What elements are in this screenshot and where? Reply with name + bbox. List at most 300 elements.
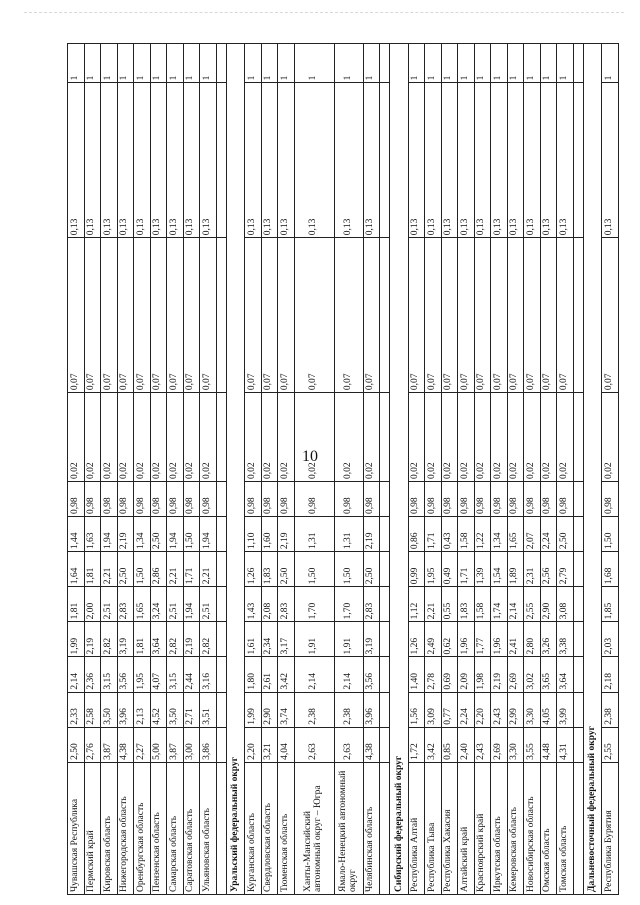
value-cell: 0,02 [117, 393, 134, 482]
spacer-cell [573, 587, 583, 622]
spacer-cell [380, 762, 390, 894]
value-cell: 1,54 [491, 552, 508, 587]
region-name-cell: Республика Алтай [408, 762, 425, 894]
value-cell: 1 [117, 44, 134, 83]
table-row [68, 44, 85, 895]
value-cell: 1,94 [183, 587, 200, 622]
spacer-cell [380, 481, 390, 516]
spacer-cell [573, 393, 583, 482]
value-cell: 1,77 [474, 622, 491, 657]
value-cell: 1,58 [474, 587, 491, 622]
value-cell: 2,71 [183, 692, 200, 727]
value-cell: 2,14 [334, 657, 363, 692]
value-cell: 0,07 [441, 238, 458, 393]
table-row [134, 44, 151, 895]
value-cell: 0,02 [261, 393, 278, 482]
value-cell: 2,50 [278, 552, 295, 587]
value-cell: 2,36 [84, 657, 101, 692]
value-cell: 2,43 [474, 727, 491, 762]
region-name-cell: Пермский край [84, 762, 101, 894]
spacer-cell [216, 481, 226, 516]
rotated-table-viewport [67, 43, 614, 895]
value-cell: 0,02 [540, 393, 557, 482]
value-cell: 1 [101, 44, 118, 83]
table-row [183, 44, 200, 895]
value-cell: 2,19 [84, 622, 101, 657]
value-cell: 3,42 [278, 657, 295, 692]
region-name-cell: Ханты-Мансийский автономный округ – Югра [294, 762, 334, 894]
value-cell: 3,64 [557, 657, 574, 692]
value-cell: 0,85 [441, 727, 458, 762]
spacer-cell [380, 238, 390, 393]
region-name-cell: Челябинская область [363, 762, 380, 894]
value-cell: 0,13 [150, 83, 167, 238]
value-cell: 2,24 [540, 517, 557, 552]
value-cell: 3,16 [200, 657, 217, 692]
value-cell: 1 [334, 44, 363, 83]
value-cell: 0,13 [474, 83, 491, 238]
value-cell: 2,58 [84, 692, 101, 727]
region-name-cell: Саратовская область [183, 762, 200, 894]
value-cell: 1,72 [408, 727, 425, 762]
spacer-cell [216, 517, 226, 552]
value-cell: 0,98 [261, 481, 278, 516]
value-cell: 2,99 [507, 692, 524, 727]
value-cell: 1,85 [602, 587, 619, 622]
value-cell: 1,26 [408, 622, 425, 657]
value-cell: 3,17 [278, 622, 295, 657]
value-cell: 1,99 [245, 692, 262, 727]
value-cell: 0,07 [68, 238, 85, 393]
region-name-cell: Иркутская область [491, 762, 508, 894]
value-cell: 0,98 [183, 481, 200, 516]
value-cell: 0,02 [167, 393, 184, 482]
value-cell: 0,07 [540, 238, 557, 393]
value-cell: 3,74 [278, 692, 295, 727]
spacer-cell [380, 622, 390, 657]
value-cell: 1,81 [68, 587, 85, 622]
value-cell: 1,94 [167, 517, 184, 552]
value-cell: 0,02 [363, 393, 380, 482]
region-name-cell: Нижегородская область [117, 762, 134, 894]
value-cell: 1,91 [294, 622, 334, 657]
page-number: 10 [302, 448, 318, 465]
value-cell: 0,07 [491, 238, 508, 393]
value-cell: 2,03 [602, 622, 619, 657]
value-cell: 1 [150, 44, 167, 83]
value-cell: 0,98 [507, 481, 524, 516]
value-cell: 1,58 [458, 517, 475, 552]
table-row [425, 44, 442, 895]
value-cell: 4,04 [278, 727, 295, 762]
value-cell: 0,13 [245, 83, 262, 238]
table-row [458, 44, 475, 895]
spacer-cell [216, 587, 226, 622]
value-cell: 2,50 [150, 517, 167, 552]
value-cell: 2,51 [101, 587, 118, 622]
value-cell: 4,38 [117, 727, 134, 762]
spacer-cell [380, 83, 390, 238]
spacer-cell [216, 552, 226, 587]
spacer-cell [573, 83, 583, 238]
table-row [524, 44, 541, 895]
region-name-cell: Самарская область [167, 762, 184, 894]
spacer-cell [216, 393, 226, 482]
value-cell: 0,07 [200, 238, 217, 393]
value-cell: 1,50 [294, 552, 334, 587]
spacer-cell [216, 657, 226, 692]
value-cell: 2,55 [524, 587, 541, 622]
value-cell: 0,77 [441, 692, 458, 727]
value-cell: 2,24 [458, 692, 475, 727]
value-cell: 3,08 [557, 587, 574, 622]
spacer-cell [216, 727, 226, 762]
spacer-cell [573, 762, 583, 894]
value-cell: 2,21 [167, 552, 184, 587]
value-cell: 2,61 [261, 657, 278, 692]
value-cell: 2,20 [474, 692, 491, 727]
value-cell: 0,43 [441, 517, 458, 552]
value-cell: 0,13 [524, 83, 541, 238]
spacer-cell [380, 44, 390, 83]
value-cell: 1,80 [245, 657, 262, 692]
value-cell: 2,69 [507, 657, 524, 692]
value-cell: 2,18 [602, 657, 619, 692]
value-cell: 1 [524, 44, 541, 83]
value-cell: 1 [540, 44, 557, 83]
table-row [491, 44, 508, 895]
value-cell: 0,13 [602, 83, 619, 238]
value-cell: 0,98 [117, 481, 134, 516]
value-cell: 0,02 [474, 393, 491, 482]
value-cell: 2,63 [334, 727, 363, 762]
value-cell: 0,07 [117, 238, 134, 393]
value-cell: 0,02 [408, 393, 425, 482]
value-cell: 2,55 [602, 727, 619, 762]
value-cell: 1,81 [134, 622, 151, 657]
value-cell: 2,31 [524, 552, 541, 587]
value-cell: 3,86 [200, 727, 217, 762]
section-spacer-row [216, 44, 226, 895]
value-cell: 1 [200, 44, 217, 83]
value-cell: 1,83 [261, 552, 278, 587]
value-cell: 0,02 [134, 393, 151, 482]
value-cell: 1,96 [458, 622, 475, 657]
value-cell: 2,21 [200, 552, 217, 587]
value-cell: 0,13 [84, 83, 101, 238]
value-cell: 0,02 [524, 393, 541, 482]
value-cell: 1,56 [408, 692, 425, 727]
value-cell: 0,07 [507, 238, 524, 393]
value-cell: 3,19 [117, 622, 134, 657]
value-cell: 2,86 [150, 552, 167, 587]
value-cell: 0,07 [557, 238, 574, 393]
value-cell: 0,13 [557, 83, 574, 238]
value-cell: 3,24 [150, 587, 167, 622]
value-cell: 1 [261, 44, 278, 83]
value-cell: 1 [294, 44, 334, 83]
spacer-cell [573, 44, 583, 83]
value-cell: 2,19 [183, 622, 200, 657]
region-name-cell: Пензенская область [150, 762, 167, 894]
value-cell: 0,98 [150, 481, 167, 516]
value-cell: 1 [458, 44, 475, 83]
value-cell: 0,13 [408, 83, 425, 238]
value-cell: 0,07 [261, 238, 278, 393]
value-cell: 0,98 [68, 481, 85, 516]
value-cell: 1 [167, 44, 184, 83]
table-row [167, 44, 184, 895]
value-cell: 2,43 [491, 692, 508, 727]
value-cell: 0,02 [101, 393, 118, 482]
value-cell: 0,98 [294, 481, 334, 516]
value-cell: 3,55 [524, 727, 541, 762]
value-cell: 3,50 [167, 692, 184, 727]
value-cell: 0,98 [101, 481, 118, 516]
value-cell: 1,50 [602, 517, 619, 552]
value-cell: 0,02 [334, 393, 363, 482]
value-cell: 2,76 [84, 727, 101, 762]
region-name-cell: Ульяновская область [200, 762, 217, 894]
table-row [474, 44, 491, 895]
value-cell: 3,38 [557, 622, 574, 657]
table-row [557, 44, 574, 895]
value-cell: 0,07 [425, 238, 442, 393]
value-cell: 1,74 [491, 587, 508, 622]
table-row [101, 44, 118, 895]
spacer-cell [573, 692, 583, 727]
region-name-cell: Чувашская Республика [68, 762, 85, 894]
table-row [200, 44, 217, 895]
value-cell: 0,07 [167, 238, 184, 393]
region-name-cell: Республика Бурятия [602, 762, 619, 894]
value-cell: 0,02 [441, 393, 458, 482]
value-cell: 1 [474, 44, 491, 83]
value-cell: 2,49 [425, 622, 442, 657]
value-cell: 3,51 [200, 692, 217, 727]
value-cell: 2,63 [294, 727, 334, 762]
value-cell: 0,07 [602, 238, 619, 393]
value-cell: 2,90 [261, 692, 278, 727]
spacer-cell [573, 727, 583, 762]
value-cell: 2,41 [507, 622, 524, 657]
value-cell: 2,20 [245, 727, 262, 762]
value-cell: 0,02 [245, 393, 262, 482]
value-cell: 2,19 [491, 657, 508, 692]
value-cell: 4,52 [150, 692, 167, 727]
value-cell: 1 [363, 44, 380, 83]
section-title: Уральский федеральный округ [226, 44, 245, 895]
value-cell: 2,38 [294, 692, 334, 727]
value-cell: 0,02 [507, 393, 524, 482]
value-cell: 2,80 [524, 622, 541, 657]
section-title: Дальневосточный федеральный округ [583, 44, 602, 895]
value-cell: 0,02 [183, 393, 200, 482]
value-cell: 3,15 [167, 657, 184, 692]
value-cell: 0,98 [474, 481, 491, 516]
value-cell: 0,07 [408, 238, 425, 393]
value-cell: 2,90 [540, 587, 557, 622]
value-cell: 0,07 [134, 238, 151, 393]
value-cell: 1,60 [261, 517, 278, 552]
value-cell: 1,39 [474, 552, 491, 587]
value-cell: 0,13 [167, 83, 184, 238]
value-cell: 0,98 [602, 481, 619, 516]
value-cell: 3,96 [117, 692, 134, 727]
value-cell: 1,22 [474, 517, 491, 552]
value-cell: 0,13 [540, 83, 557, 238]
value-cell: 3,64 [150, 622, 167, 657]
spacer-cell [573, 517, 583, 552]
value-cell: 0,13 [101, 83, 118, 238]
value-cell: 2,79 [557, 552, 574, 587]
spacer-cell [380, 587, 390, 622]
value-cell: 2,34 [261, 622, 278, 657]
value-cell: 1 [425, 44, 442, 83]
value-cell: 0,49 [441, 552, 458, 587]
value-cell: 1,63 [84, 517, 101, 552]
value-cell: 1,50 [183, 517, 200, 552]
value-cell: 0,98 [524, 481, 541, 516]
value-cell: 3,42 [425, 727, 442, 762]
value-cell: 2,78 [425, 657, 442, 692]
region-name-cell: Ямало-Ненецкий автономный округ [334, 762, 363, 894]
value-cell: 0,86 [408, 517, 425, 552]
value-cell: 0,02 [491, 393, 508, 482]
value-cell: 0,98 [540, 481, 557, 516]
table-row [363, 44, 380, 895]
value-cell: 2,14 [294, 657, 334, 692]
value-cell: 0,13 [458, 83, 475, 238]
value-cell: 0,07 [183, 238, 200, 393]
table-row [602, 44, 619, 895]
value-cell: 0,98 [167, 481, 184, 516]
value-cell: 0,07 [278, 238, 295, 393]
region-name-cell: Тюменская область [278, 762, 295, 894]
value-cell: 3,19 [363, 622, 380, 657]
value-cell: 1,89 [507, 552, 524, 587]
value-cell: 1,31 [334, 517, 363, 552]
value-cell: 0,02 [294, 393, 334, 482]
table-row [117, 44, 134, 895]
value-cell: 1,68 [602, 552, 619, 587]
spacer-cell [573, 657, 583, 692]
value-cell: 0,02 [458, 393, 475, 482]
value-cell: 2,44 [183, 657, 200, 692]
value-cell: 2,38 [334, 692, 363, 727]
value-cell: 0,98 [441, 481, 458, 516]
value-cell: 2,08 [261, 587, 278, 622]
value-cell: 0,98 [245, 481, 262, 516]
rotated-table-container [67, 43, 614, 895]
value-cell: 0,02 [557, 393, 574, 482]
value-cell: 1 [491, 44, 508, 83]
value-cell: 0,98 [458, 481, 475, 516]
value-cell: 0,55 [441, 587, 458, 622]
value-cell: 0,69 [441, 657, 458, 692]
value-cell: 3,56 [363, 657, 380, 692]
value-cell: 2,50 [557, 517, 574, 552]
value-cell: 2,38 [602, 692, 619, 727]
section-spacer-row [573, 44, 583, 895]
value-cell: 2,50 [117, 552, 134, 587]
spacer-cell [380, 552, 390, 587]
value-cell: 1 [84, 44, 101, 83]
value-cell: 2,14 [507, 587, 524, 622]
region-name-cell: Омская область [540, 762, 557, 894]
region-name-cell: Оренбургская область [134, 762, 151, 894]
value-cell: 2,00 [84, 587, 101, 622]
value-cell: 0,98 [363, 481, 380, 516]
value-cell: 1,70 [294, 587, 334, 622]
value-cell: 1 [183, 44, 200, 83]
section-header-row [226, 44, 245, 895]
value-cell: 1,26 [245, 552, 262, 587]
spacer-cell [573, 552, 583, 587]
value-cell: 2,83 [117, 587, 134, 622]
value-cell: 2,69 [491, 727, 508, 762]
value-cell: 0,07 [101, 238, 118, 393]
value-cell: 1,71 [425, 517, 442, 552]
value-cell: 1,95 [134, 657, 151, 692]
value-cell: 1,34 [134, 517, 151, 552]
value-cell: 3,09 [425, 692, 442, 727]
value-cell: 2,33 [68, 692, 85, 727]
value-cell: 3,56 [117, 657, 134, 692]
region-name-cell: Новосибирская область [524, 762, 541, 894]
value-cell: 1,94 [101, 517, 118, 552]
value-cell: 0,02 [425, 393, 442, 482]
value-cell: 0,07 [150, 238, 167, 393]
value-cell: 1,91 [334, 622, 363, 657]
value-cell: 2,50 [68, 727, 85, 762]
value-cell: 1 [602, 44, 619, 83]
value-cell: 1 [278, 44, 295, 83]
value-cell: 4,05 [540, 692, 557, 727]
value-cell: 0,98 [408, 481, 425, 516]
value-cell: 0,98 [491, 481, 508, 516]
value-cell: 1,95 [425, 552, 442, 587]
table-row [278, 44, 295, 895]
spacer-cell [216, 238, 226, 393]
value-cell: 2,19 [363, 517, 380, 552]
value-cell: 0,02 [150, 393, 167, 482]
spacer-cell [573, 481, 583, 516]
section-title: Сибирский федеральный округ [390, 44, 409, 895]
table-body [68, 44, 619, 895]
section-spacer-row [380, 44, 390, 895]
spacer-cell [380, 727, 390, 762]
value-cell: 0,13 [441, 83, 458, 238]
value-cell: 1 [557, 44, 574, 83]
table-row [441, 44, 458, 895]
value-cell: 1,10 [245, 517, 262, 552]
value-cell: 2,09 [458, 657, 475, 692]
value-cell: 0,02 [602, 393, 619, 482]
value-cell: 1,81 [84, 552, 101, 587]
value-cell: 0,98 [84, 481, 101, 516]
value-cell: 1,65 [507, 517, 524, 552]
table-row [261, 44, 278, 895]
table-row [245, 44, 262, 895]
value-cell: 3,50 [101, 692, 118, 727]
value-cell: 0,98 [134, 481, 151, 516]
value-cell: 2,21 [101, 552, 118, 587]
value-cell: 2,21 [425, 587, 442, 622]
value-cell: 0,02 [68, 393, 85, 482]
value-cell: 1,61 [245, 622, 262, 657]
value-cell: 0,98 [557, 481, 574, 516]
